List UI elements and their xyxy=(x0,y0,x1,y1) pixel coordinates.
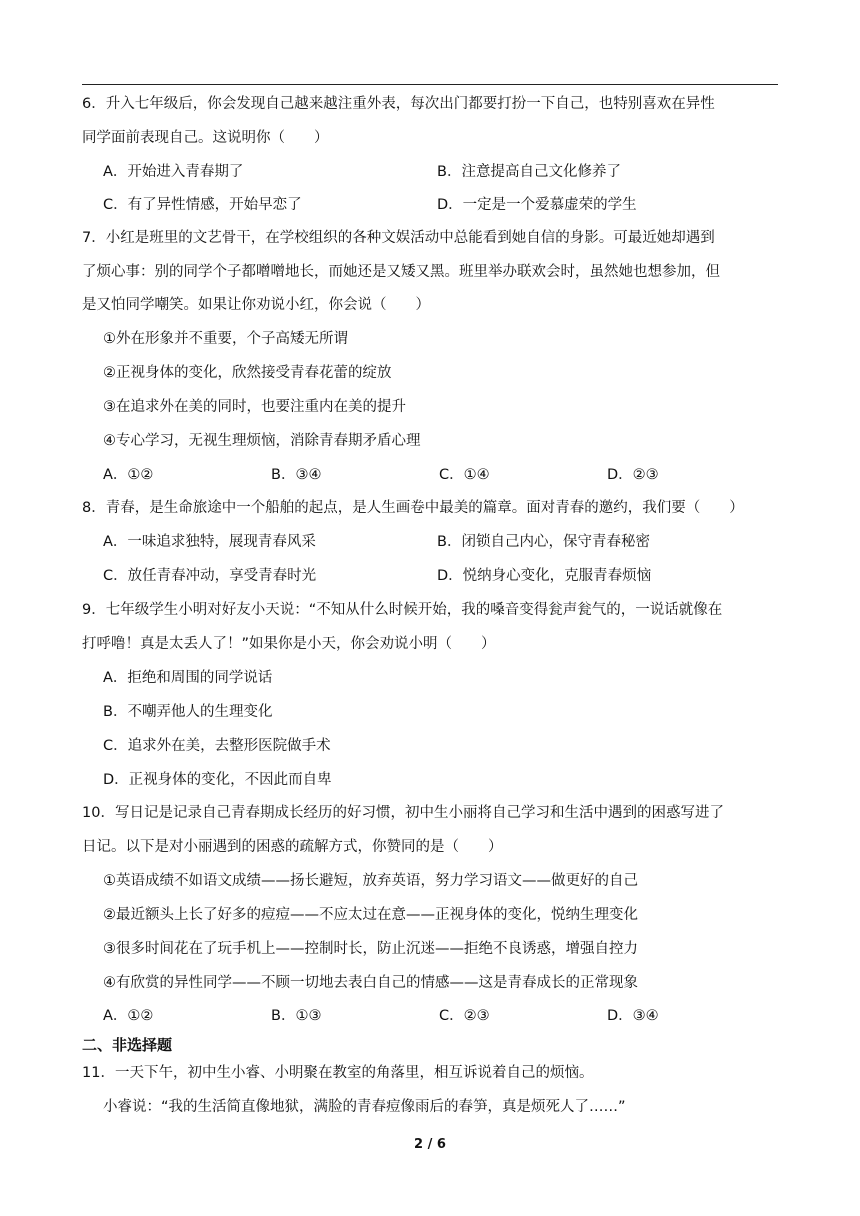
q10-option-c: C．②③ xyxy=(439,1008,490,1024)
q9-option-b: B．不嘲弄他人的生理变化 xyxy=(103,704,273,720)
q11-stem-line2: 小睿说：“我的生活简直像地狱，满脸的青春痘像雨后的春笋，真是烦死人了……” xyxy=(103,1099,626,1115)
q6-stem-line2: 同学面前表现自己。这说明你（ ） xyxy=(82,130,329,146)
q10-statement-1: ①英语成绩不如语文成绩——扬长避短，放弃英语，努力学习语文——做更好的自己 xyxy=(103,873,638,889)
q6-option-b: B．注意提高自己文化修养了 xyxy=(437,164,621,180)
q9-stem-line1: 9．七年级学生小明对好友小天说：“不知从什么时候开始，我的嗓音变得瓮声瓮气的，一说话就像在 xyxy=(82,602,723,618)
q6-option-a: A．开始进入青春期了 xyxy=(103,164,244,180)
q7-option-a: A．①② xyxy=(103,467,154,483)
q8-option-d: D．悦纳身心变化，克服青春烦恼 xyxy=(437,568,652,584)
q8-stem: 8．青春，是生命旅途中一个船舶的起点，是人生画卷中最美的篇章。面对青春的邀约，我们要（ ） xyxy=(82,500,744,516)
page-number: 2 / 6 xyxy=(414,1137,446,1152)
q7-stem-line2: 了烦心事：别的同学个子都噌噌地长，而她还是又矮又黑。班里举办联欢会时，虽然她也想参加，但 xyxy=(82,264,720,280)
q9-option-c: C．追求外在美，去整形医院做手术 xyxy=(103,738,331,754)
q9-stem-line2: 打呼噜！真是太丢人了！”如果你是小天，你会劝说小明（ ） xyxy=(82,636,496,652)
q7-statement-3: ③在追求外在美的同时，也要注重内在美的提升 xyxy=(103,399,406,415)
q6-stem-1: 6．升入七年级后，你会发现自己越来越注重外表，每次出门都要打扮一下自己，也特别喜欢在异性 xyxy=(82,96,715,112)
q10-statement-4: ④有欣赏的异性同学——不顾一切地去表白自己的情感——这是青春成长的正常现象 xyxy=(103,975,638,991)
q7-statement-2: ②正视身体的变化，欣然接受青春花蕾的绽放 xyxy=(103,365,392,381)
q10-stem-line1: 10．写日记是记录自己青春期成长经历的好习惯，初中生小丽将自己学习和生活中遇到的困惑写进了 xyxy=(82,805,724,821)
q7-statement-4: ④专心学习，无视生理烦恼，消除青春期矛盾心理 xyxy=(103,433,421,449)
header-rule xyxy=(82,84,778,85)
section-heading: 二、非选择题 xyxy=(82,1036,173,1054)
q7-option-c: C．①④ xyxy=(439,467,490,483)
q10-option-d: D．③④ xyxy=(607,1008,659,1024)
q6-option-d: D．一定是一个爱慕虚荣的学生 xyxy=(437,197,637,213)
q8-option-a: A．一味追求独特，展现青春风采 xyxy=(103,534,316,550)
q7-statement-1: ①外在形象并不重要，个子高矮无所谓 xyxy=(103,331,348,347)
q7-stem-line1: 7．小红是班里的文艺骨干，在学校组织的各种文娱活动中总能看到她自信的身影。可最近她却遇到 xyxy=(82,230,715,246)
q10-statement-3: ③很多时间花在了玩手机上——控制时长，防止沉迷——拒绝不良诱惑，增强自控力 xyxy=(103,941,638,957)
q8-option-b: B．闭锁自己内心，保守青春秘密 xyxy=(437,534,650,550)
q7-option-d: D．②③ xyxy=(607,467,659,483)
q10-stem-line2: 日记。以下是对小丽遇到的困惑的疏解方式，你赞同的是（ ） xyxy=(82,839,503,855)
q7-option-b: B．③④ xyxy=(271,467,322,483)
q10-statement-2: ②最近额头上长了好多的痘痘——不应太过在意——正视身体的变化，悦纳生理变化 xyxy=(103,907,638,923)
q10-option-a: A．①② xyxy=(103,1008,154,1024)
q7-stem-line3: 是又怕同学嘲笑。如果让你劝说小红，你会说（ ） xyxy=(82,297,430,313)
q9-option-a: A．拒绝和周围的同学说话 xyxy=(103,670,273,686)
q9-option-d: D．正视身体的变化，不因此而自卑 xyxy=(103,772,332,788)
q6-option-c: C．有了异性情感，开始早恋了 xyxy=(103,197,302,213)
q8-option-c: C．放任青春冲动，享受青春时光 xyxy=(103,568,317,584)
q10-option-b: B．①③ xyxy=(271,1008,322,1024)
q11-stem-line1: 11．一天下午，初中生小睿、小明聚在教室的角落里，相互诉说着自己的烦恼。 xyxy=(82,1065,594,1081)
